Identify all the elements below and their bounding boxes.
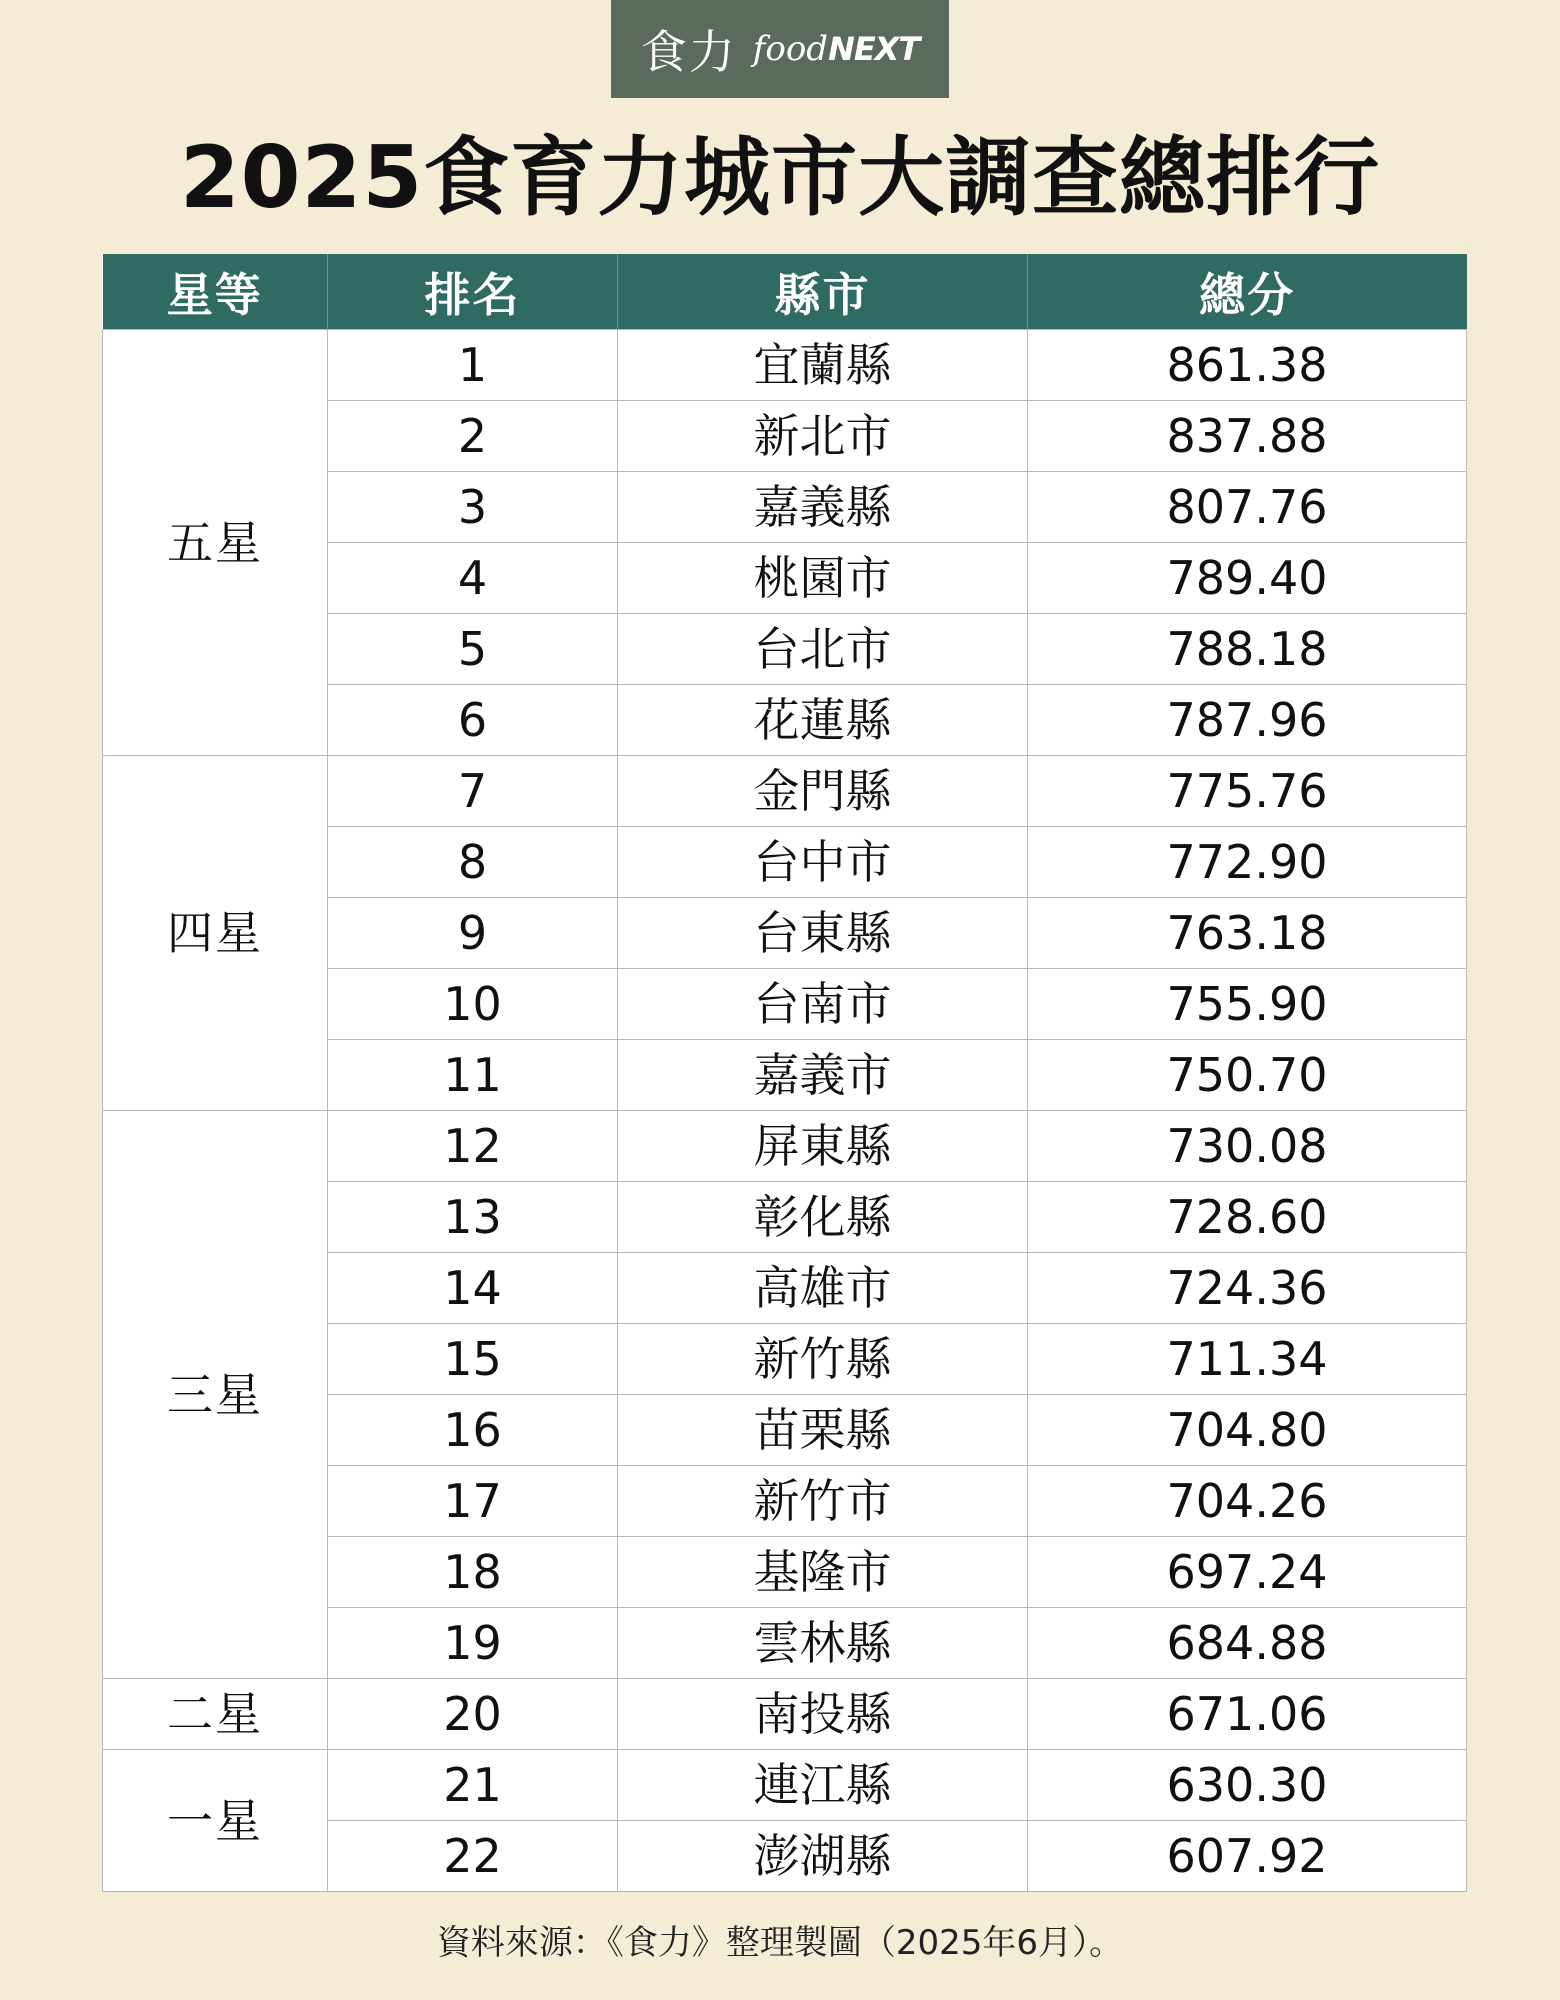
score-cell: 861.38 — [1028, 330, 1467, 401]
city-cell: 台南市 — [618, 969, 1028, 1040]
score-cell: 728.60 — [1028, 1182, 1467, 1253]
score-cell: 730.08 — [1028, 1111, 1467, 1182]
score-cell: 671.06 — [1028, 1679, 1467, 1750]
city-cell: 連江縣 — [618, 1750, 1028, 1821]
city-cell: 花蓮縣 — [618, 685, 1028, 756]
rank-cell: 10 — [328, 969, 618, 1040]
city-cell: 嘉義市 — [618, 1040, 1028, 1111]
city-cell: 基隆市 — [618, 1537, 1028, 1608]
page-title: 2025食育力城市大調查總排行 — [179, 128, 1381, 228]
score-cell: 837.88 — [1028, 401, 1467, 472]
score-cell: 704.26 — [1028, 1466, 1467, 1537]
score-cell: 775.76 — [1028, 756, 1467, 827]
rank-cell: 6 — [328, 685, 618, 756]
rank-cell: 2 — [328, 401, 618, 472]
logo-chinese-text: 食力 — [640, 25, 737, 79]
city-cell: 嘉義縣 — [618, 472, 1028, 543]
table-body — [103, 330, 1467, 1892]
score-cell: 697.24 — [1028, 1537, 1467, 1608]
city-cell: 苗栗縣 — [618, 1395, 1028, 1466]
score-cell: 755.90 — [1028, 969, 1467, 1040]
city-cell: 彰化縣 — [618, 1182, 1028, 1253]
brand-logo — [611, 0, 949, 98]
score-cell: 750.70 — [1028, 1040, 1467, 1111]
logo-next-text: NEXT — [828, 30, 920, 68]
ranking-table — [102, 254, 1467, 1892]
table-row — [103, 756, 1467, 827]
ranking-table-container — [102, 254, 1466, 1892]
city-cell: 金門縣 — [618, 756, 1028, 827]
header-city: 縣市 — [618, 254, 1028, 330]
header-score: 總分 — [1028, 254, 1467, 330]
rank-cell: 9 — [328, 898, 618, 969]
rank-cell: 5 — [328, 614, 618, 685]
city-cell: 台中市 — [618, 827, 1028, 898]
source-note: 資料來源：《食力》整理製圖（2025年6月）。 — [436, 1923, 1124, 1963]
logo-food-text: food — [752, 29, 829, 69]
score-cell: 704.80 — [1028, 1395, 1467, 1466]
header-star: 星等 — [103, 254, 328, 330]
table-row — [103, 330, 1467, 401]
city-cell: 澎湖縣 — [618, 1821, 1028, 1892]
city-cell: 台東縣 — [618, 898, 1028, 969]
score-cell: 763.18 — [1028, 898, 1467, 969]
score-cell: 711.34 — [1028, 1324, 1467, 1395]
score-cell: 630.30 — [1028, 1750, 1467, 1821]
score-cell: 788.18 — [1028, 614, 1467, 685]
rank-cell: 22 — [328, 1821, 618, 1892]
score-cell: 787.96 — [1028, 685, 1467, 756]
rank-cell: 3 — [328, 472, 618, 543]
rank-cell: 17 — [328, 1466, 618, 1537]
header-row — [103, 254, 1467, 330]
rank-cell: 7 — [328, 756, 618, 827]
city-cell: 新竹縣 — [618, 1324, 1028, 1395]
rank-cell: 20 — [328, 1679, 618, 1750]
city-cell: 南投縣 — [618, 1679, 1028, 1750]
table-row — [103, 1111, 1467, 1182]
score-cell: 607.92 — [1028, 1821, 1467, 1892]
city-cell: 新竹市 — [618, 1466, 1028, 1537]
score-cell: 724.36 — [1028, 1253, 1467, 1324]
table-row — [103, 1679, 1467, 1750]
rank-cell: 11 — [328, 1040, 618, 1111]
score-cell: 789.40 — [1028, 543, 1467, 614]
rank-cell: 16 — [328, 1395, 618, 1466]
rank-cell: 21 — [328, 1750, 618, 1821]
rank-cell: 19 — [328, 1608, 618, 1679]
rank-cell: 8 — [328, 827, 618, 898]
header-rank: 排名 — [328, 254, 618, 330]
star-level-cell: 四星 — [103, 756, 328, 1111]
city-cell: 宜蘭縣 — [618, 330, 1028, 401]
city-cell: 屏東縣 — [618, 1111, 1028, 1182]
score-cell: 807.76 — [1028, 472, 1467, 543]
city-cell: 雲林縣 — [618, 1608, 1028, 1679]
rank-cell: 13 — [328, 1182, 618, 1253]
table-row — [103, 1750, 1467, 1821]
rank-cell: 18 — [328, 1537, 618, 1608]
star-level-cell: 三星 — [103, 1111, 328, 1679]
star-level-cell: 五星 — [103, 330, 328, 756]
star-level-cell: 一星 — [103, 1750, 328, 1892]
star-level-cell: 二星 — [103, 1679, 328, 1750]
rank-cell: 12 — [328, 1111, 618, 1182]
rank-cell: 1 — [328, 330, 618, 401]
score-cell: 772.90 — [1028, 827, 1467, 898]
city-cell: 台北市 — [618, 614, 1028, 685]
city-cell: 高雄市 — [618, 1253, 1028, 1324]
city-cell: 桃園市 — [618, 543, 1028, 614]
rank-cell: 14 — [328, 1253, 618, 1324]
rank-cell: 15 — [328, 1324, 618, 1395]
rank-cell: 4 — [328, 543, 618, 614]
score-cell: 684.88 — [1028, 1608, 1467, 1679]
table-header — [103, 254, 1467, 330]
city-cell: 新北市 — [618, 401, 1028, 472]
